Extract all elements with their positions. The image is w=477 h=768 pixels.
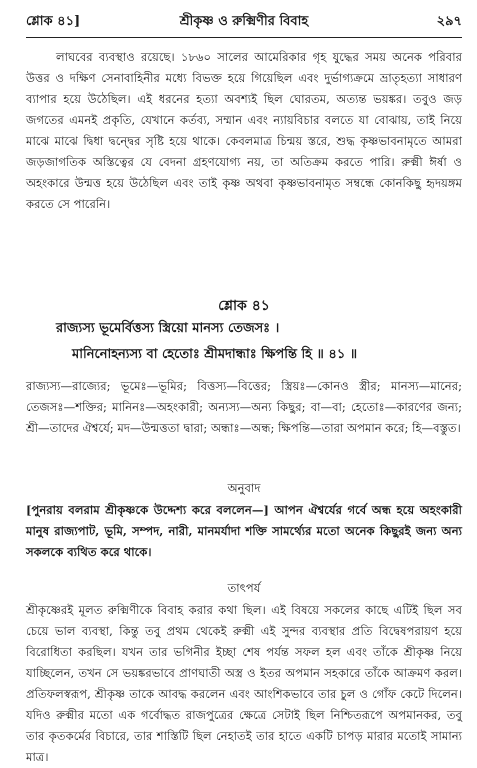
header-chapter-title: শ্রীকৃষ্ণ ও রুক্মিণীর বিবাহ [179,14,309,29]
book-page [26,0,464,764]
purport-heading: তাৎপর্য [227,581,261,595]
verse-number-title: শ্লোক ৪১ [218,298,270,314]
page-number: ২৯৭ [436,14,462,29]
page-header [26,12,462,34]
verse-line-2: মানিনোহন্যস্য বা হেতোঃ শ্রীমদান্ধাঃ ক্ষিপন্তি হি ॥ ৪১ ॥ [72,347,358,362]
verse-line-1: রাজ্যস্য ভূমের্বিত্তস্য স্ত্রিয়ো মানস্য তেজসঃ । [56,321,280,336]
translation-text: [পুনরায় বলরাম শ্রীকৃষ্ণকে উদ্দেশ্য করে বললেন—] আপন ঐশ্বর্যের গর্বে অন্ধ হয়ে অহংকারী মানুষ রাজ্যপাট, ভূমি, সম্পদ, নারী, মানমর্যাদা শক্তি সামর্থ্যের মতো অনেক কিছুরই জন্য অন্য সকলকে ব্যথিত করে থাকে। [26,503,462,559]
header-divider [26,37,462,38]
translation-heading: অনুবাদ [227,481,261,495]
purport-continuation-paragraph: লাঘবের ব্যবস্থাও রয়েছে। ১৮৬০ সালের আমেরিকার গৃহ যুদ্ধের সময় অনেক পরিবার উত্তর ও দক্ষিণ সেনাবাহিনীর মধ্যে বিভক্ত হয়ে গিয়েছিল এবং দুর্ভাগ্যক্রমে ভ্রাতৃহত্যা সাধারণ ব্যাপার হয়ে উঠেছিল। এই ধরনের হত্যা অবশ্যই ছিল ঘোরতম, অত্যন্ত ভয়ঙ্কর। তবুও জড় জগতের এমনই প্রকৃতি, যেখানে কর্তব্য, সম্মান এবং ন্যায়বিচার বলতে যা বোঝায়, তাই নিয়ে মাঝে মাঝে দ্বিধা দ্বন্দ্বের সৃষ্টি হয়ে থাকে। কেবলমাত্র চিন্ময় স্তরে, শুদ্ধ কৃষ্ণভাবনামৃতে আমরা জড়জাগতিক অস্তিত্বের যে বেদনা গ্রহণযোগ্য নয়, তা অতিক্রম করতে পারি। রুক্মী ঈর্ষা ও অহংকারে উন্মত্ত হয়ে উঠেছিল এবং তাই কৃষ্ণ অথবা কৃষ্ণভাবনামৃত সম্বন্ধে কোনকিছু হৃদয়ঙ্গম করতে সে পারেনি। [26,50,462,211]
word-for-word-synonyms: রাজ্যস্য—রাজ্যের; ভূমেঃ—ভূমির; বিত্তস্য—বিত্তের; স্ত্রিয়ঃ—কোনও স্ত্রীর; মানস্য—মানের; তেজসঃ—শক্তির; মানিনঃ—অহংকারী; অন্যস্য—অন্য কিছুর; বা—বা; হেতোঃ—কারণের জন্য; শ্রী—তাদের ঐশ্বর্যে; মদ—উন্মত্ততা দ্বারা; অন্ধাঃ—অন্ধ; ক্ষিপন্তি—তারা অপমান করে; হি—বস্তুত। [26,379,462,435]
header-verse-ref: শ্লোক ৪১] [26,14,81,29]
purport-text: শ্রীকৃষ্ণেরই মূলত রুক্মিণীকে বিবাহ করার কথা ছিল। এই বিষয়ে সকলের কাছে এটিই ছিল সব চেয়ে ভাল ব্যবস্থা, কিন্তু তবু প্রথম থেকেই রুক্মী এই সুন্দর ব্যবস্থার প্রতি বিদ্বেষপরায়ণ হয়ে বিরোধিতা করছিল। যখন তার ভগিনীর ইচ্ছা শেষ পর্যন্ত সফল হল এবং তাঁকে শ্রীকৃষ্ণ নিয়ে যাচ্ছিলেন, তখন সে ভয়ঙ্করভাবে প্রাণঘাতী অস্ত্র ও ইতর অপমান সহকারে তাঁকে আক্রমণ করল। প্রতিফলস্বরূপ, শ্রীকৃষ্ণ তাকে আবদ্ধ করলেন এবং আংশিকভাবে তার চুল ও গোঁফ কেটে দিলেন। যদিও রুক্মীর মতো এক গর্বোদ্ধত রাজপুত্রের ক্ষেত্রে সেটাই ছিল নিশ্চিতরূপে অপমানকর, তবু তার কৃতকর্মের বিচারে, তার শাস্তিটি ছিল নেহাতই তার হাতে একটি চাপড় মারার মতোই সামান্য মাত্র। [26,603,462,764]
